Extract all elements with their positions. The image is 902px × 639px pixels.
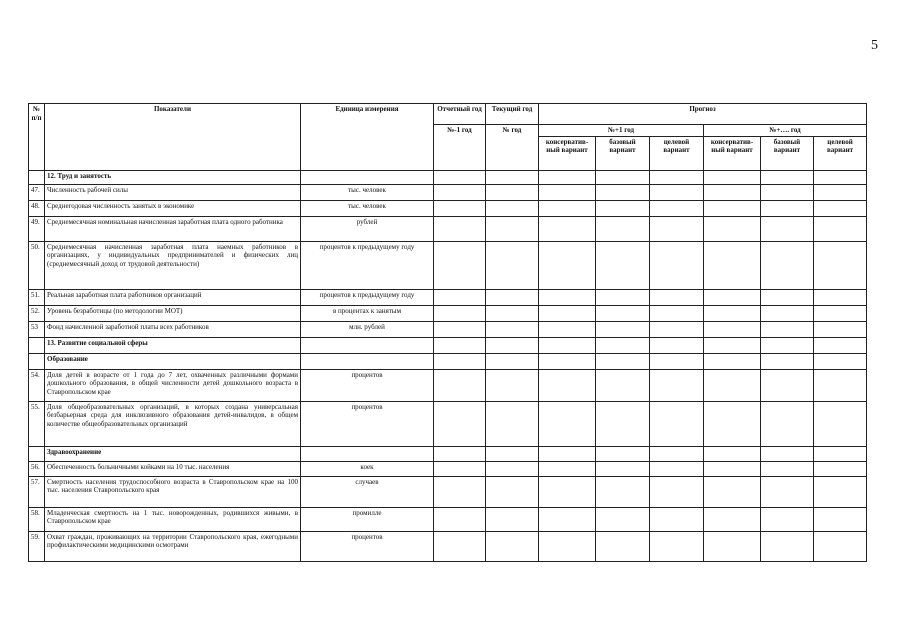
subsection-title-health: Здравоохранение (45, 446, 301, 461)
row-unit: в процентах к занятым (301, 305, 434, 321)
row-number: 53 (29, 321, 45, 337)
row-unit: тыс. человек (301, 200, 434, 216)
table-row (29, 531, 867, 561)
section-title-labor: 12. Труд и занятость (45, 170, 301, 184)
table-row (29, 507, 867, 531)
header-current-year: Текущий год (486, 104, 539, 125)
page-number: 5 (871, 38, 878, 53)
header-base-1: базовый вариант (596, 136, 650, 170)
row-unit: коек (301, 461, 434, 476)
table-row (29, 200, 867, 216)
header-reporting-year: Отчетный год (434, 104, 486, 125)
table-row (29, 289, 867, 305)
table-row (29, 184, 867, 200)
row-indicator: Смертность населения трудоспособного возраста в Ставропольском крае на 100 тыс. населения Ставропольского края (45, 476, 301, 507)
row-number: 48. (29, 200, 45, 216)
row-indicator: Обеспеченность больничными койками на 10 тыс. населения (45, 461, 301, 476)
subsection-row (29, 353, 867, 369)
indicators-table (28, 103, 867, 562)
row-number: 50. (29, 241, 45, 289)
row-unit: процентов к предыдущему году (301, 241, 434, 289)
header-conservative-1: консерватив-ный вариант (539, 136, 596, 170)
header-target-2: целевой вариант (814, 136, 867, 170)
row-unit: рублей (301, 216, 434, 241)
table-row (29, 216, 867, 241)
header-forecast: Прогноз (539, 104, 867, 125)
row-indicator: Фонд начисленной заработной платы всех работников (45, 321, 301, 337)
row-number: 52. (29, 305, 45, 321)
table-row (29, 241, 867, 289)
section-title-social: 13. Развитие социальной сферы (45, 337, 301, 353)
table-row (29, 461, 867, 476)
row-unit: процентов (301, 531, 434, 561)
row-indicator: Доля детей в возрасте от 1 года до 7 лет, охваченных различными формами дошкольного образования, в общей численности детей дошкольного возраста в Ставропольском крае (45, 369, 301, 401)
row-unit: млн. рублей (301, 321, 434, 337)
header-n-plus-more: №+…. год (704, 125, 867, 137)
row-number: 59. (29, 531, 45, 561)
row-number: 47. (29, 184, 45, 200)
row-number: 56. (29, 461, 45, 476)
header-n-minus-1: №-1 год (434, 125, 486, 171)
header-num: № п/п (29, 104, 45, 171)
row-number: 58. (29, 507, 45, 531)
subsection-row (29, 446, 867, 461)
row-unit: промилле (301, 507, 434, 531)
header-n-year: № год (486, 125, 539, 171)
row-unit: процентов к предыдущему году (301, 289, 434, 305)
header-n-plus-1: №+1 год (539, 125, 704, 137)
header-indicator: Показатели (45, 104, 301, 171)
row-indicator: Среднемесячная номинальная начисленная заработная плата одного работника (45, 216, 301, 241)
row-indicator: Реальная заработная плата работников организаций (45, 289, 301, 305)
table-row (29, 305, 867, 321)
table-row (29, 321, 867, 337)
header-target-1: целевой вариант (650, 136, 704, 170)
row-number: 51. (29, 289, 45, 305)
row-indicator: Уровень безработицы (по методологии МОТ) (45, 305, 301, 321)
table-row (29, 476, 867, 507)
row-indicator: Младенческая смертность на 1 тыс. новорожденных, родившихся живыми, в Ставропольском крае (45, 507, 301, 531)
row-indicator: Численность рабочей силы (45, 184, 301, 200)
header-base-2: базовый вариант (761, 136, 814, 170)
row-number: 55. (29, 401, 45, 446)
row-unit: тыс. человек (301, 184, 434, 200)
row-indicator: Среднемесячная начисленная заработная плата наемных работников в организациях, у индивидуальных предпринимателей и физических лиц (среднемесячный доход от трудовой деятельности) (45, 241, 301, 289)
row-unit: процентов (301, 369, 434, 401)
table-row (29, 369, 867, 401)
header-conservative-2: консерватив-ный вариант (704, 136, 761, 170)
row-number: 57. (29, 476, 45, 507)
subsection-title-education: Образование (45, 353, 301, 369)
row-indicator: Охват граждан, проживающих на территории Ставропольского края, ежегодными профилактическими медицинскими осмотрами (45, 531, 301, 561)
row-number: 54. (29, 369, 45, 401)
row-indicator: Среднегодовая численность занятых в экономике (45, 200, 301, 216)
header-unit: Единица измерения (301, 104, 434, 171)
section-row (29, 170, 867, 184)
row-unit: случаев (301, 476, 434, 507)
row-number: 49. (29, 216, 45, 241)
table-row (29, 401, 867, 446)
row-indicator: Доля общеобразовательных организаций, в которых создана универсальная безбарьерная среда для инклюзивного образования детей-инвалидов, в общем количестве общеобразовательных организаций (45, 401, 301, 446)
section-row (29, 337, 867, 353)
row-unit: процентов (301, 401, 434, 446)
